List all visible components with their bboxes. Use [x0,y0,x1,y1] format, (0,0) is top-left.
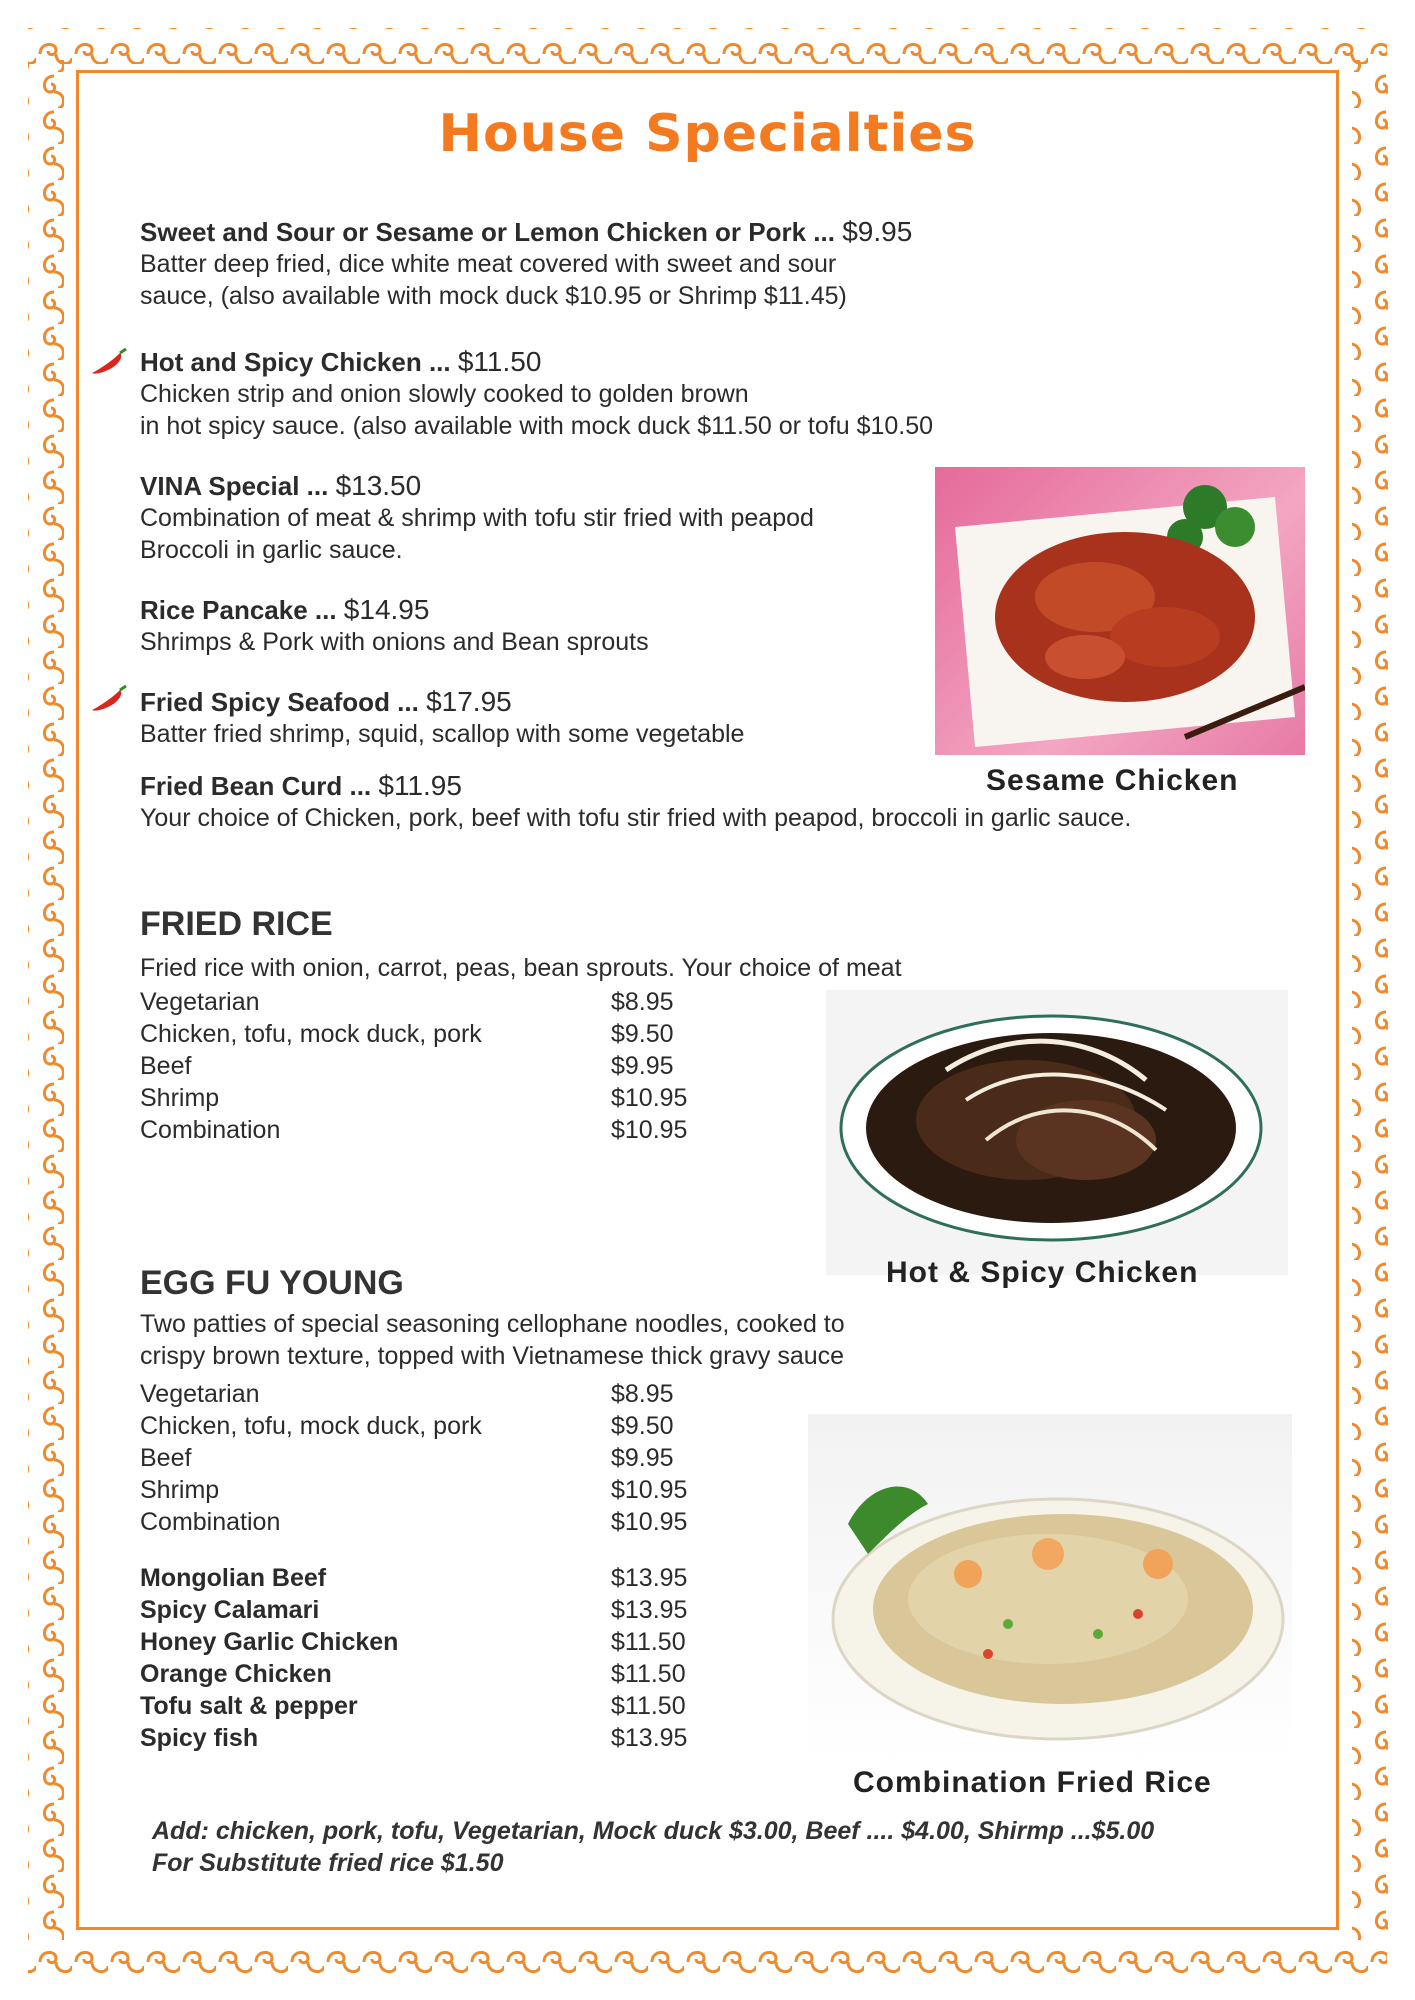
photo-caption: Combination Fried Rice [853,1766,1212,1799]
photo-caption: Hot & Spicy Chicken [886,1256,1199,1289]
list-item: Spicy fish $13.95 [140,1724,688,1752]
section-title-egg-fu-young: EGG FU YOUNG [140,1264,404,1302]
list-item: Vegetarian $8.95 [140,988,674,1016]
fried-rice-price-list [140,988,700,1148]
photo-caption: Sesame Chicken [986,764,1239,797]
list-item: Vegetarian $8.95 [140,1380,674,1408]
list-item: Shrimp $10.95 [140,1084,688,1112]
section-desc: Two patties of special seasoning cellophane noodles, cooked to crispy brown texture, topped with Vietnamese thick gravy sauce [140,1310,845,1370]
item-desc: Your choice of Chicken, pork, beef with tofu stir fried with peapod, broccoli in garlic sauce. [140,804,1132,832]
egg-fu-young-price-list [140,1380,700,1540]
item-price: $13.50 [335,470,422,501]
item-desc: Batter fried shrimp, squid, scallop with some vegetable [140,720,745,748]
menu-item [140,686,744,750]
list-item: Beef $9.95 [140,1444,674,1472]
item-name: Fried Spicy Seafood ... [140,687,419,717]
list-item: Tofu salt & pepper $11.50 [140,1692,686,1720]
section-title-fried-rice: FRIED RICE [140,905,333,943]
list-item: Combination $10.95 [140,1116,688,1144]
section-desc: Fried rice with onion, carrot, peas, bean sprouts. Your choice of meat [140,954,902,982]
menu-item [140,594,649,658]
item-name: Rice Pancake ... [140,595,337,625]
list-item: Orange Chicken $11.50 [140,1660,686,1688]
item-price: $17.95 [426,686,512,717]
list-item: Chicken, tofu, mock duck, pork $9.50 [140,1412,674,1440]
menu-item [140,346,933,442]
list-item: Beef $9.95 [140,1052,674,1080]
sesame-chicken-photo [935,467,1305,755]
item-desc: Combination of meat & shrimp with tofu stir fried with peapod [140,504,814,532]
item-desc: Broccoli in garlic sauce. [140,536,403,564]
item-name: VINA Special ... [140,471,329,501]
item-desc: Batter deep fried, dice white meat covered with sweet and sour [140,250,837,278]
item-desc: Chicken strip and onion slowly cooked to golden brown [140,380,749,408]
menu-item [140,770,1131,834]
list-item: Spicy Calamari $13.95 [140,1596,688,1624]
item-price: $9.95 [842,216,913,247]
combination-fried-rice-photo [808,1414,1292,1766]
item-desc: Shrimps & Pork with onions and Bean sprouts [140,628,649,656]
extras-price-list [140,1564,700,1756]
item-price: $11.95 [378,770,462,801]
item-name: Sweet and Sour or Sesame or Lemon Chicken or Pork ... [140,217,835,247]
item-desc: in hot spicy sauce. (also available with mock duck $11.50 or tofu $10.50 [140,412,934,440]
item-name: Hot and Spicy Chicken ... [140,347,451,377]
list-item: Honey Garlic Chicken $11.50 [140,1628,686,1656]
item-price: $11.50 [457,346,542,377]
list-item: Combination $10.95 [140,1508,688,1536]
addon-note: Add: chicken, pork, tofu, Vegetarian, Mock duck $3.00, Beef .... $4.00, Shirmp ...$5.00 For Substitute fried rice $1.50 [152,1817,1155,1877]
hot-spicy-chicken-photo [826,990,1288,1275]
page-title: House Specialties [438,104,977,164]
menu-item [140,216,912,312]
chili-pepper-icon [86,347,130,377]
menu-item [140,470,814,566]
item-desc: sauce, (also available with mock duck $10.95 or Shrimp $11.45) [140,282,847,310]
list-item: Mongolian Beef $13.95 [140,1564,688,1592]
item-price: $14.95 [343,594,430,625]
list-item: Chicken, tofu, mock duck, pork $9.50 [140,1020,674,1048]
list-item: Shrimp $10.95 [140,1476,688,1504]
chili-pepper-icon [86,684,130,714]
item-name: Fried Bean Curd ... [140,771,372,801]
